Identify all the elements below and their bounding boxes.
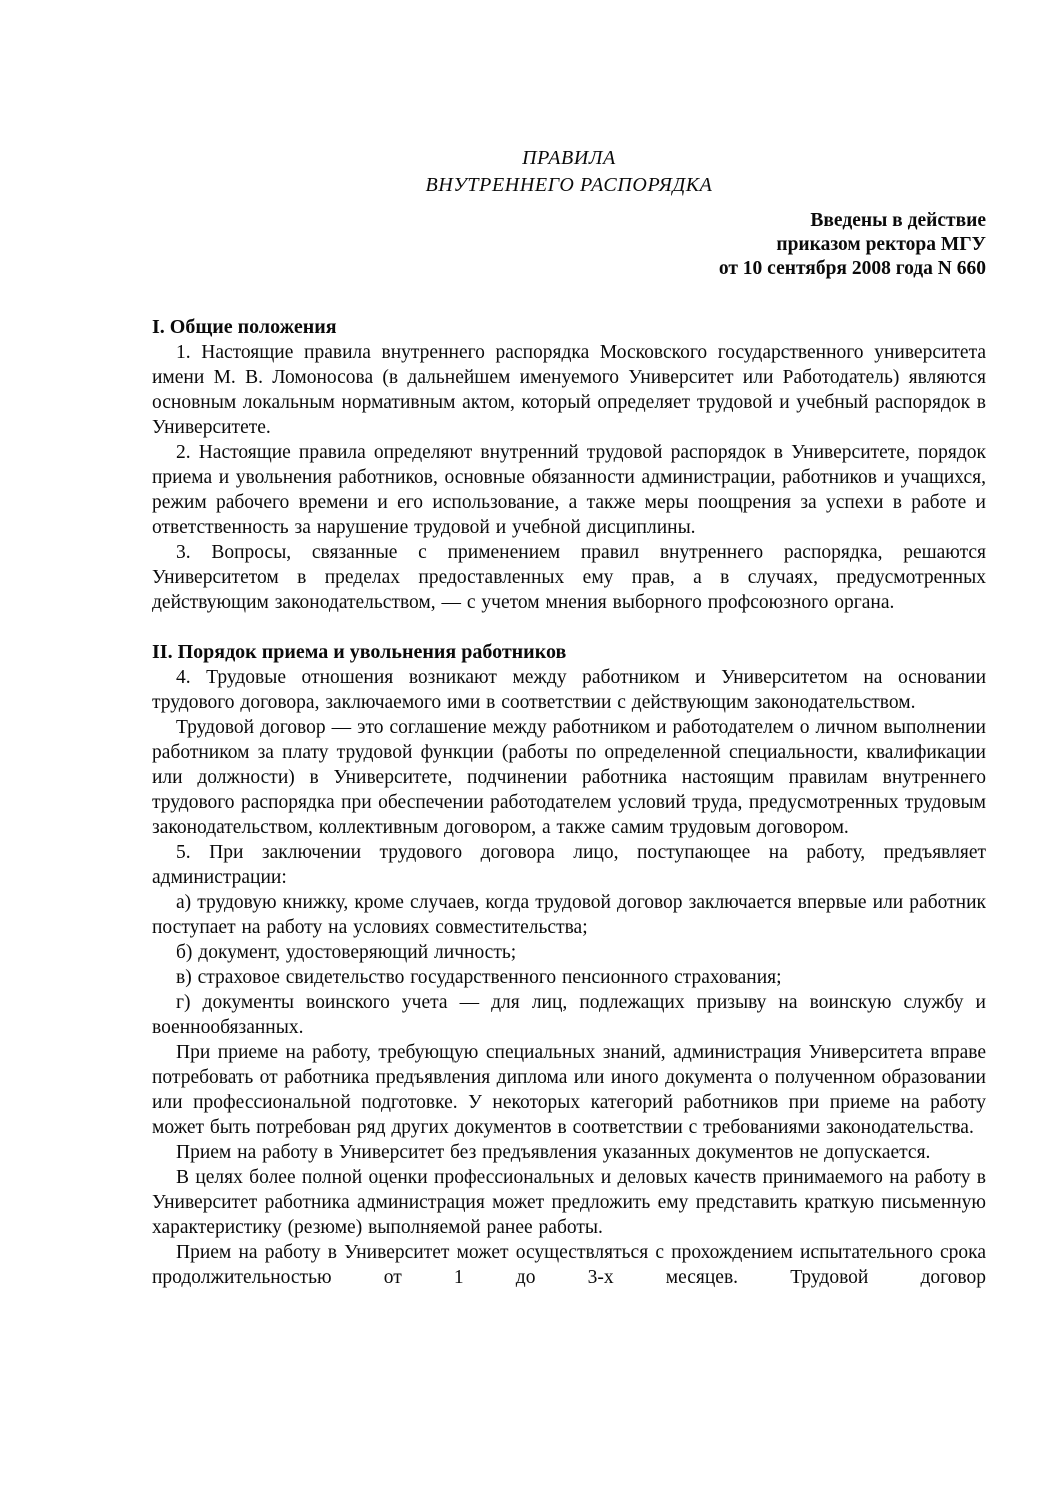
document-title [152,145,986,199]
paragraph: а) трудовую книжку, кроме случаев, когда трудовой договор заключается впервые или работник поступает на работу на условиях совместительства; [152,892,986,938]
issuance-line-1: Введены в действие [810,210,986,231]
issuance-block [152,209,986,281]
sections-container [152,315,986,1290]
section-heading: II. Порядок приема и увольнения работников [152,641,567,663]
paragraph: 3. Вопросы, связанные с применением правил внутреннего распорядка, решаются Университетом в пределах предоставленных ему прав, а в случаях, предусмотренных действующим законодательством, — с учетом мнения выборного профсоюзного органа. [152,542,986,613]
paragraph: В целях более полной оценки профессиональных и деловых качеств принимаемого на работу в Университет работника администрация может предложить ему представить краткую письменную характеристику (резюме) выполняемой ранее работы. [152,1167,986,1238]
paragraph: При приеме на работу, требующую специальных знаний, администрация Университета вправе потребовать от работника предъявления диплома или иного документа о полученном образовании или профессиональной подготовке. У некоторых категорий работников при приеме на работу может быть потребован ряд других документов в соответствии с требованиями законодательства. [152,1042,986,1138]
paragraph: 5. При заключении трудового договора лицо, поступающее на работу, предъявляет администрации: [152,842,986,888]
paragraph: в) страховое свидетельство государственного пенсионного страхования; [176,967,782,988]
paragraph: г) документы воинского учета — для лиц, подлежащих призыву на воинскую службу и военнообязанных. [152,992,986,1038]
paragraph: б) документ, удостоверяющий личность; [176,942,517,963]
issuance-line-2: приказом ректора МГУ [776,234,986,255]
paragraph: Прием на работу в Университет без предъявления указанных документов не допускается. [176,1142,931,1163]
section-heading: I. Общие положения [152,316,337,338]
paragraph: 4. Трудовые отношения возникают между работником и Университетом на основании трудового договора, заключаемого ими в соответствии с действующим законодательством. [152,667,986,713]
issuance-line-3: от 10 сентября 2008 года N 660 [718,258,986,279]
paragraph: 1. Настоящие правила внутреннего распорядка Московского государственного университета имени М. В. Ломоносова (в дальнейшем именуемого Университет или Работодатель) являются основным локальным нормативным актом, который определяет трудовой и учебный распорядок в Университете. [152,342,986,438]
document-section [152,640,986,1290]
paragraph: Трудовой договор — это соглашение между работником и работодателем о личном выполнении работником за плату трудовой функции (работы по определенной специальности, квалификации или должности) в Университете, подчинении работника настоящим правилам внутреннего трудового распорядка при обеспечении работодателем условий труда, предусмотренных трудовым законодательством, коллективным договором, а также самим трудовым договором. [152,717,986,838]
paragraph: 2. Настоящие правила определяют внутренний трудовой распорядок в Университете, порядок приема и увольнения работников, основные обязанности администрации, работников и учащихся, режим рабочего времени и его использование, а также меры поощрения за успехи в работе и ответственность за нарушение трудовой и учебной дисциплины. [152,442,986,538]
title-line-2: ВНУТРЕННЕГО РАСПОРЯДКА [425,174,713,196]
paragraph: Прием на работу в Университет может осуществляться с прохождением испытательного срока продолжительностью от 1 до 3-х месяцев. Трудовой договор [152,1242,986,1288]
document-section [152,315,986,615]
title-line-1: ПРАВИЛА [522,147,616,169]
